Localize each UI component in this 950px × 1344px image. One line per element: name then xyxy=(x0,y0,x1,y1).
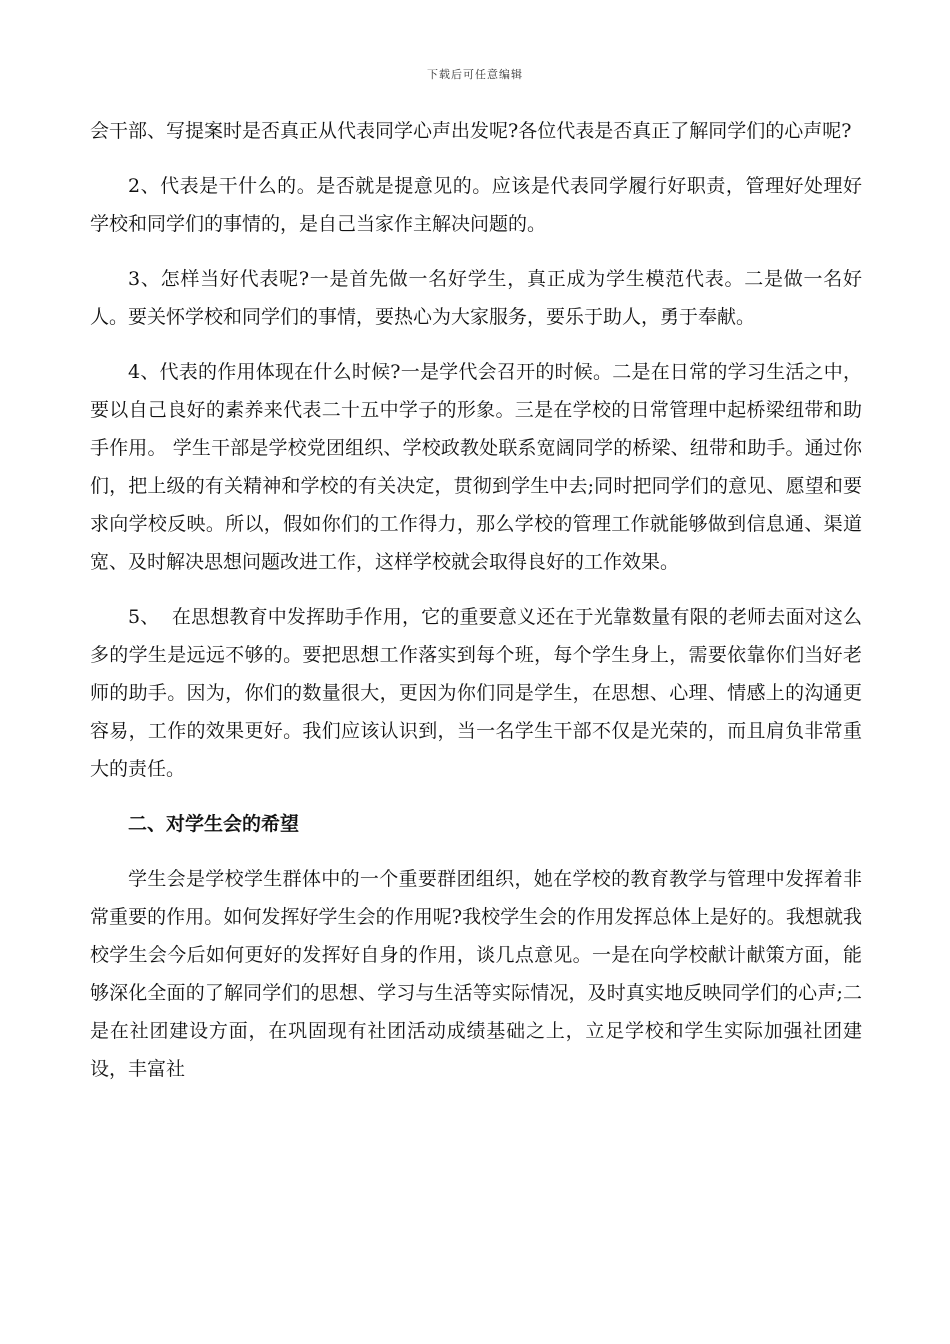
document-body xyxy=(90,112,862,1105)
paragraph-item-2: 2、代表是干什么的。是否就是提意见的。应该是代表同学履行好职责，管理好处理好学校和同学们的事情的，是自己当家作主解决问题的。 xyxy=(90,175,862,235)
paragraph-continuation: 会干部、写提案时是否真正从代表同学心声出发呢?各位代表是否真正了解同学们的心声呢? xyxy=(90,120,852,142)
section-heading: 二、对学生会的希望 xyxy=(128,813,300,835)
paragraph-item-4: 4、代表的作用体现在什么时候?一是学代会召开的时候。二是在日常的学习生活之中，要以自己良好的素养来代表二十五中学子的形象。三是在学校的日常管理中起桥梁纽带和助手作用。 学生干部是学校党团组织、学校政教处联系宽阔同学的桥梁、纽带和助手。通过你们，把上级的有关精神和学校的有关决定，贯彻到学生中去;同时把同学们的意见、愿望和要求向学校反映。所以，假如你们的工作得力，那么学校的管理工作就能够做到信息通、渠道宽、及时解决思想问题改进工作，这样学校就会取得良好的工作效果。 xyxy=(90,361,862,573)
paragraph-item-5: 5、 在思想教育中发挥助手作用，它的重要意义还在于光靠数量有限的老师去面对这么多的学生是远远不够的。要把思想工作落实到每个班，每个学生身上，需要依靠你们当好老师的助手。因为，你们的数量很大，更因为你们同是学生，在思想、心理、情感上的沟通更容易，工作的效果更好。我们应该认识到，当一名学生干部不仅是光荣的，而且肩负非常重大的责任。 xyxy=(90,606,862,780)
paragraph-student-union: 学生会是学校学生群体中的一个重要群团组织，她在学校的教育教学与管理中发挥着非常重要的作用。如何发挥好学生会的作用呢?我校学生会的作用发挥总体上是好的。我想就我校学生会今后如何更好的发挥好自身的作用，谈几点意见。一是在向学校献计献策方面，能够深化全面的了解同学们的思想、学习与生活等实际情况，及时真实地反映同学们的心声;二是在社团建设方面，在巩固现有社团活动成绩基础之上，立足学校和学生实际加强社团建设，丰富社 xyxy=(90,868,862,1080)
paragraph-item-3: 3、怎样当好代表呢?一是首先做一名好学生，真正成为学生模范代表。二是做一名好人。要关怀学校和同学们的事情，要热心为大家服务，要乐于助人，勇于奉献。 xyxy=(90,268,862,328)
page-header: 下载后可任意编辑 xyxy=(427,68,523,81)
